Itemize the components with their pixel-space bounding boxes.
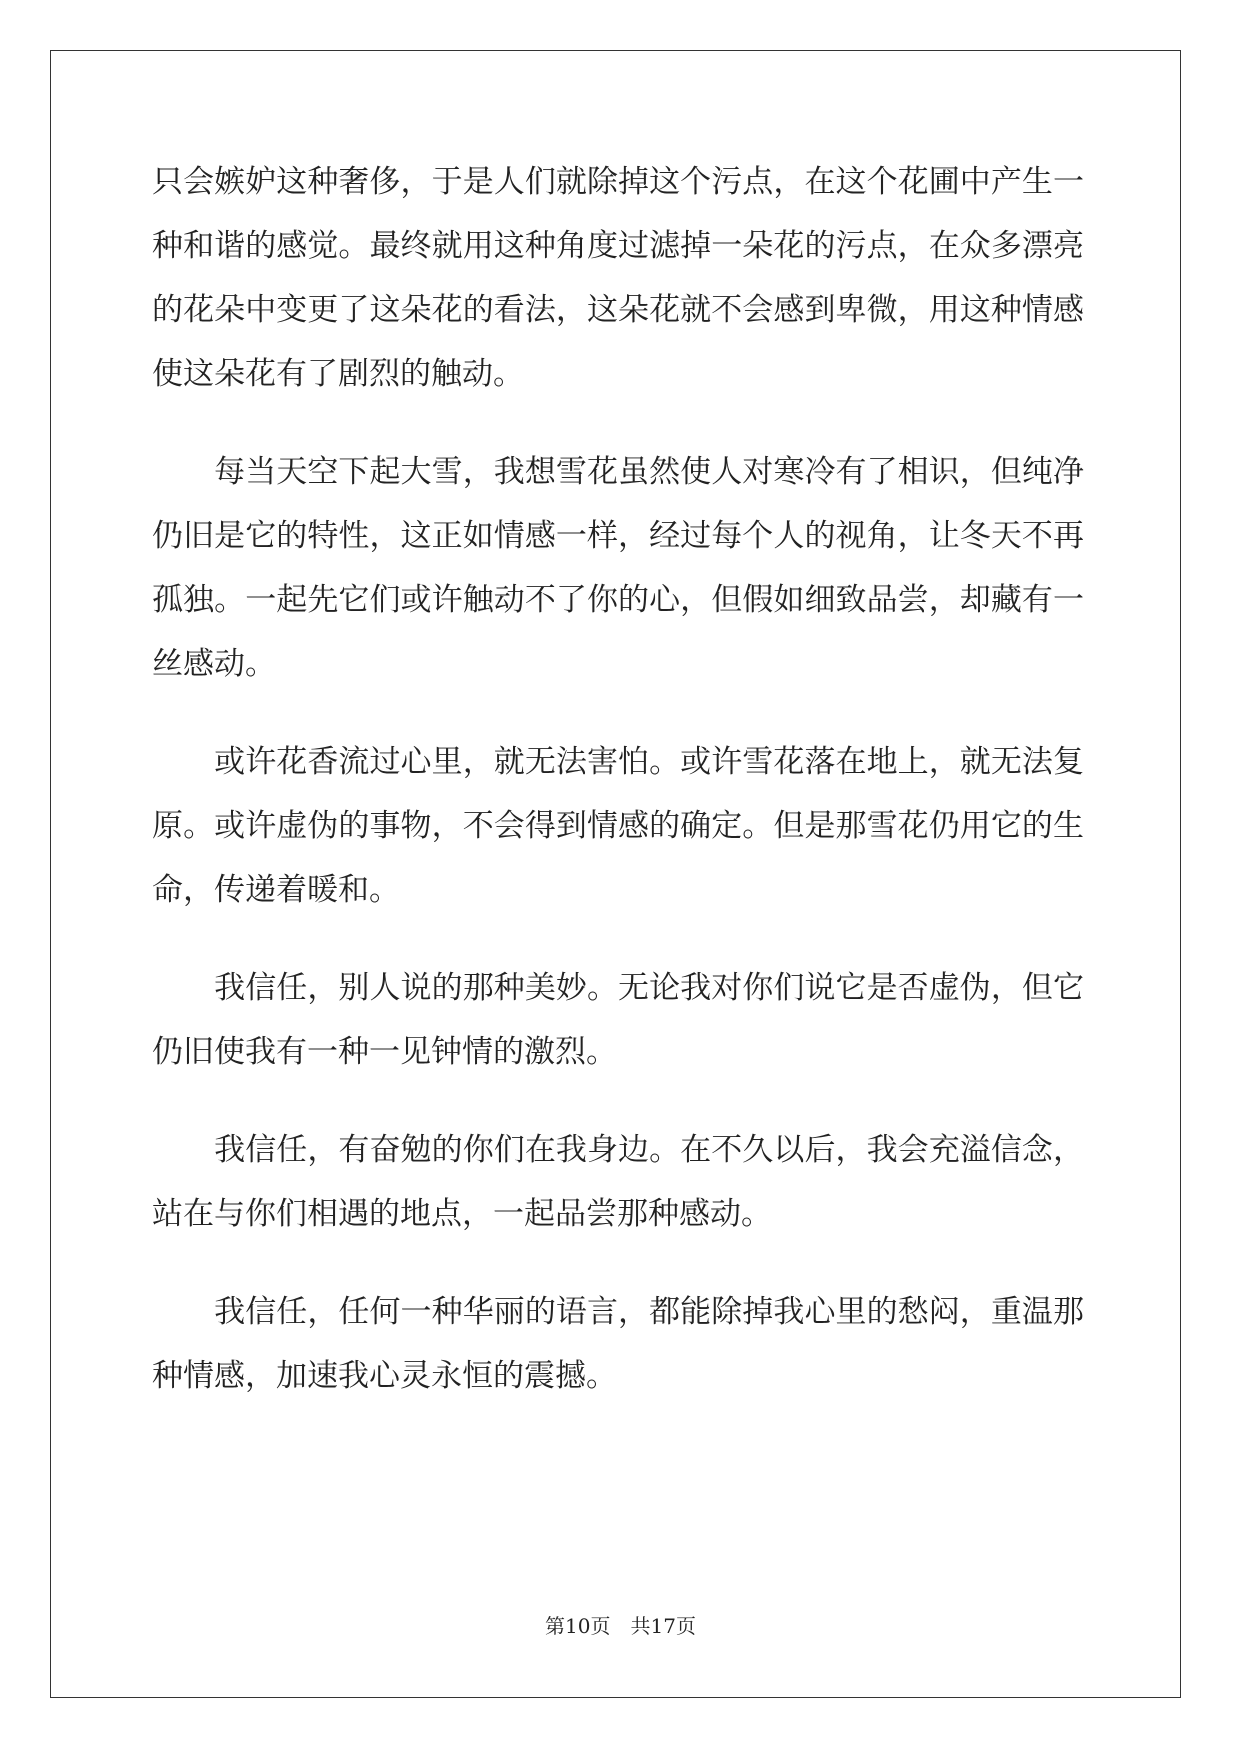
paragraph [152, 1118, 1084, 1246]
paragraph [152, 440, 1084, 696]
text-line: 我信任，任何一种华丽的语言，都能除掉我心里的愁闷，重温那 [152, 1294, 1084, 1330]
paragraph [152, 956, 1084, 1084]
text-line: 的花朵中变更了这朵花的看法，这朵花就不会感到卑微，用这种情感 [152, 292, 1084, 328]
page-footer [0, 1610, 1241, 1639]
document-body [152, 150, 1084, 1442]
text-line: 站在与你们相遇的地点，一起品尝那种感动。 [152, 1196, 772, 1232]
text-line: 只会嫉妒这种奢侈，于是人们就除掉这个污点，在这个花圃中产生一 [152, 164, 1084, 200]
text-line: 命，传递着暖和。 [152, 872, 400, 908]
text-line: 孤独。一起先它们或许触动不了你的心，但假如细致品尝，却藏有一 [152, 582, 1084, 618]
text-line: 仍旧使我有一种一见钟情的激烈。 [152, 1034, 617, 1070]
text-line: 丝感动。 [152, 646, 276, 682]
text-line: 仍旧是它的特性，这正如情感一样，经过每个人的视角，让冬天不再 [152, 518, 1084, 554]
text-line: 我信任，有奋勉的你们在我身边。在不久以后，我会充溢信念， [152, 1132, 1084, 1168]
paragraph [152, 730, 1084, 922]
text-line: 种情感，加速我心灵永恒的震撼。 [152, 1358, 617, 1394]
total-pages: 共17页 [630, 1614, 696, 1638]
text-line: 原。或许虚伪的事物，不会得到情感的确定。但是那雪花仍用它的生 [152, 808, 1084, 844]
text-line: 或许花香流过心里，就无法害怕。或许雪花落在地上，就无法复 [152, 744, 1084, 780]
text-line: 使这朵花有了剧烈的触动。 [152, 356, 524, 392]
page-number: 第10页 [545, 1614, 611, 1638]
paragraph [152, 150, 1084, 406]
paragraph [152, 1280, 1084, 1408]
text-line: 每当天空下起大雪，我想雪花虽然使人对寒冷有了相识，但纯净 [152, 454, 1084, 490]
text-line: 种和谐的感觉。最终就用这种角度过滤掉一朵花的污点，在众多漂亮 [152, 228, 1084, 264]
text-line: 我信任，别人说的那种美妙。无论我对你们说它是否虚伪，但它 [152, 970, 1084, 1006]
